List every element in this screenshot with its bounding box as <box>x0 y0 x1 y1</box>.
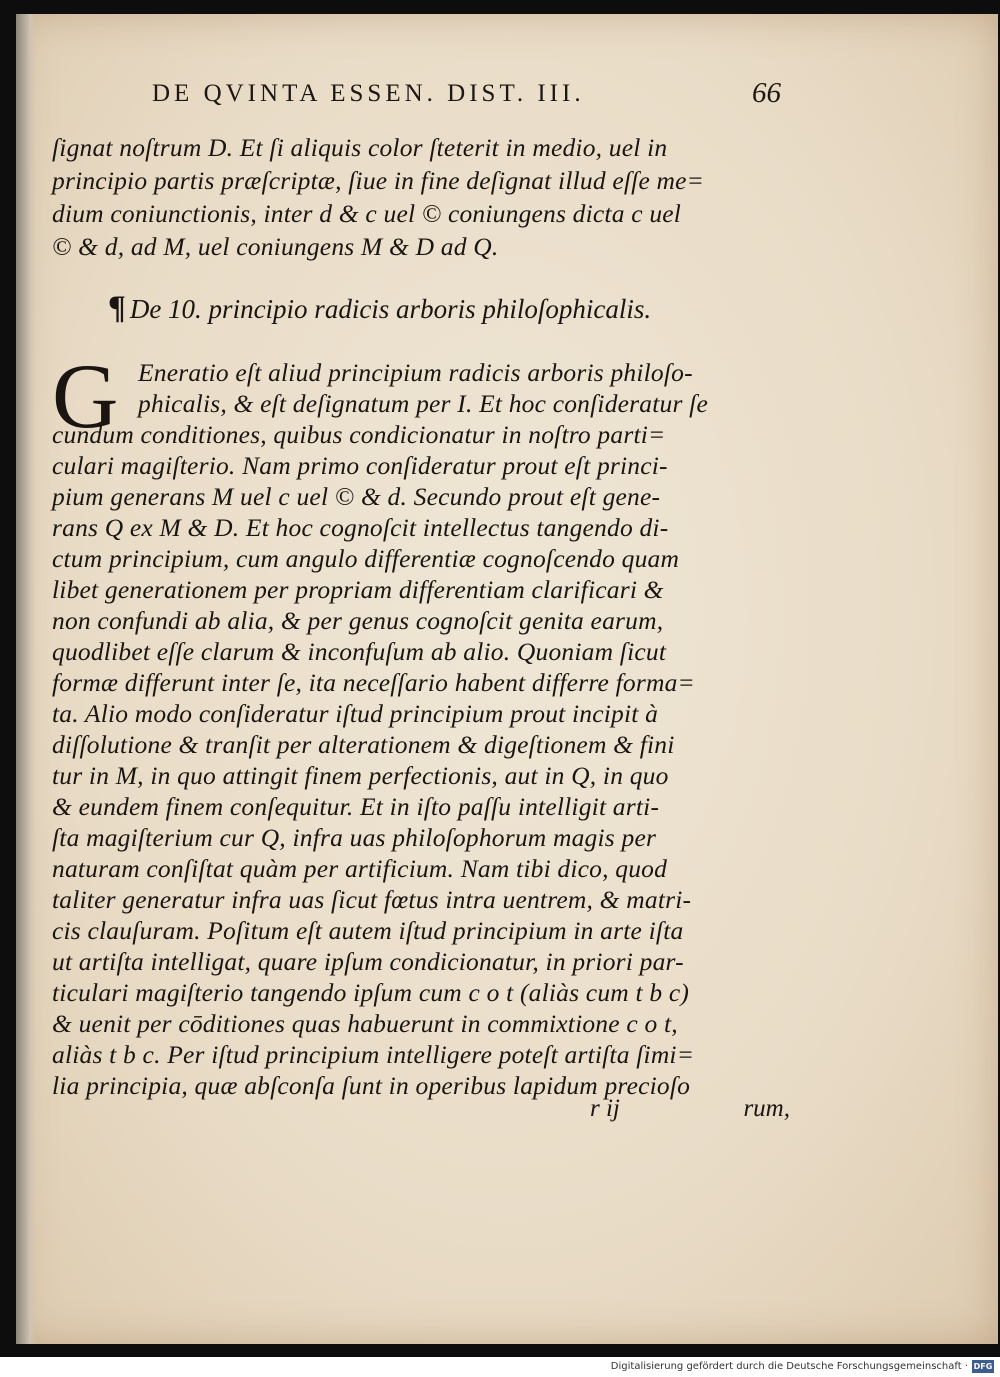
catchword-line <box>590 1095 790 1123</box>
dfg-logo-icon: DFG <box>973 1362 993 1371</box>
text-line: pium generans M uel c uel © & d. Secundo prout eſt gene- <box>52 482 661 511</box>
text-line: formæ differunt inter ſe, ita neceſſario habent differre forma= <box>52 668 695 697</box>
section-heading <box>108 290 651 327</box>
text-line: naturam conſiſtat quàm per artificium. Nam tibi dico, quod <box>52 854 668 883</box>
heading-text: De 10. principio radicis arboris philoſophicalis. <box>129 294 652 324</box>
text-line: non confundi ab alia, & per genus cognoſcit genita earum, <box>52 606 664 635</box>
text-line: ticulari magiſterio tangendo ipſum cum c o t (aliàs cum t b c) <box>52 978 690 1007</box>
text-line: diſſolutione & tranſit per alterationem & digeſtionem & fini <box>52 730 675 759</box>
text-line: ſta magiſterium cur Q, infra uas philoſophorum magis per <box>52 823 657 852</box>
text-line: Eneratio eſt aliud principium radicis arboris philoſo- <box>138 358 693 387</box>
text-line: aliàs t b c. Per iſtud principium intelligere poteſt artiſta ſimi= <box>52 1040 695 1069</box>
text-line: phicalis, & eſt deſignatum per I. Et hoc conſideratur ſe <box>138 389 708 418</box>
digitization-credit: Digitalisierung gefördert durch die Deutsche Forschungsgemeinschaft · <box>610 1361 968 1372</box>
text-line: ta. Alio modo conſideratur iſtud principium prout incipit à <box>52 699 659 728</box>
text-line: rans Q ex M & D. Et hoc cognoſcit intellectus tangendo di- <box>52 513 669 542</box>
text-line: taliter generatur infra uas ſicut fœtus intra uentrem, & matri- <box>52 885 692 914</box>
text-line: cis clauſuram. Poſitum eſt autem iſtud principium in arte iſta <box>52 916 684 945</box>
drop-capital: G <box>52 345 119 447</box>
text-line: lia principia, quæ abſconſa ſunt in operibus lapidum precioſo <box>52 1071 691 1100</box>
text-line: principio partis præſcriptæ, ſiue in fine deſignat illud eſſe me= <box>52 166 705 195</box>
text-line: quodlibet eſſe clarum & inconfuſum ab alio. Quoniam ſicut <box>52 637 667 666</box>
catchword: rum, <box>743 1095 790 1122</box>
signature-mark: r ij <box>590 1095 620 1122</box>
pilcrow-icon: ¶ <box>108 290 126 326</box>
text-line: & eundem finem conſequitur. Et in iſto paſſu intelligit arti- <box>52 792 660 821</box>
text-line: ut artiſta intelligat, quare ipſum condicionatur, in priori par- <box>52 947 684 976</box>
running-head: DE QVINTA ESSEN. DIST. III. <box>152 80 585 107</box>
text-line: ſignat noſtrum D. Et ſi aliquis color ſteterit in medio, uel in <box>52 133 668 162</box>
text-line: & uenit per cōditiones quas habuerunt in commixtione c o t, <box>52 1009 678 1038</box>
text-line: dium coniunctionis, inter d & c uel © coniungens dicta c uel <box>52 199 682 228</box>
text-line: ctum principium, cum angulo differentiæ cognoſcendo quam <box>52 544 680 573</box>
text-line: tur in M, in quo attingit finem perfectionis, aut in Q, in quo <box>52 761 669 790</box>
text-line: libet generationem per propriam differentiam clarificari & <box>52 575 664 604</box>
text-line: culari magiſterio. Nam primo conſideratur prout eſt princi- <box>52 451 668 480</box>
text-line: © & d, ad M, uel coniungens M & D ad Q. <box>52 232 499 261</box>
page-number: 66 <box>752 77 781 109</box>
text-line: cundum conditiones, quibus condicionatur in noſtro parti= <box>52 420 666 449</box>
